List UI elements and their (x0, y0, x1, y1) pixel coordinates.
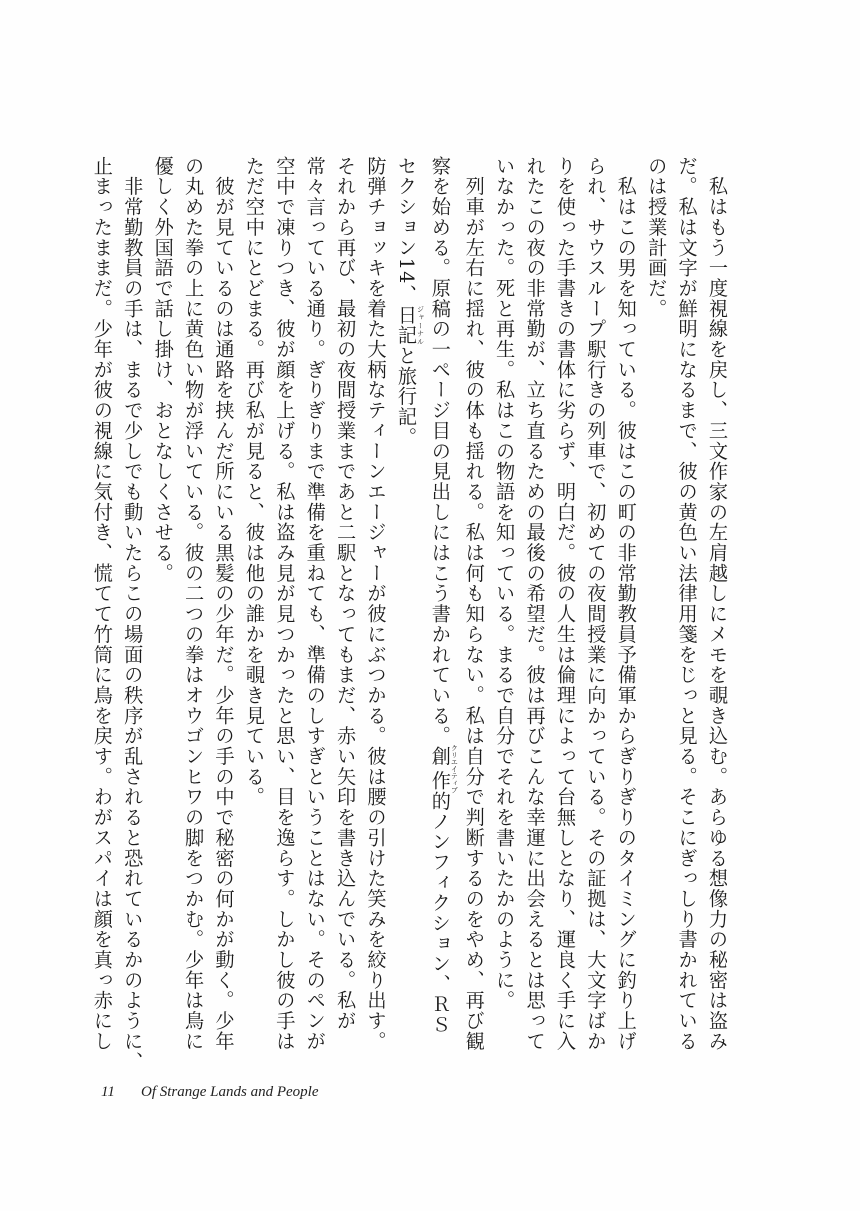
text-line: 防弾チョッキを着た大柄なティーンエージャーが彼にぶつかる。彼は腰の引けた笑みを絞り出す。 (364, 156, 388, 1052)
text-line: 彼が見ているのは通路を挟んだ所にいる黒髪の少年だ。少年の手の中で秘密の何かが動く。少年 (212, 156, 236, 1052)
text-line: 優しく外国語で話し掛け、おとなしくさせる。 (151, 156, 175, 584)
ruby-annotation: 日記ジャーナル (394, 304, 425, 346)
vertical-body-text (90, 156, 732, 1072)
text-line: 常々言っている通り。ぎりぎりまで準備を重ねても、準備のしすぎということはない。そのペンが (303, 156, 327, 1052)
text-line: ただ空中にとどまる。再び私が見ると、彼は他の誰かを覗き見ている。 (242, 156, 266, 808)
text-line: 非常勤教員の手は、まるで少しでも動いたらこの場面の秩序が乱されると恐れているかのように、 (121, 156, 145, 1072)
text-line: 空中で凍りつき、彼が顔を上げる。私は盗み見が見つかったと思い、目を逸らす。しかし彼の手は (273, 156, 297, 1052)
text-line: 列車が左右に揺れ、彼の体も揺れる。私は何も知らない。私は自分で判断するのをやめ、再び観 (462, 156, 486, 1052)
text-line: いなかった。死と再生。私はこの物語を知っている。まるで自分でそれを書いたかのように。 (493, 156, 517, 1011)
text-line-with-ruby (424, 156, 459, 1036)
text-line: のは授業計画だ。 (645, 156, 669, 319)
text-line: 私はもう一度視線を戻し、三文作家の左肩越しにメモを覗き込む。あらゆる想像力の秘密は盗み (706, 156, 729, 1052)
ruby-reading: ジャーナル (416, 304, 425, 346)
text-line-with-ruby (391, 156, 425, 1026)
page-number: 11 (101, 1084, 115, 1100)
text-line: 止まったままだ。少年が彼の視線に気付き、慌てて竹筒に鳥を戻す。わがスパイは顔を真っ赤にし (90, 156, 114, 1052)
text-line: それから再び、最初の夜間授業まであと二駅となってもまだ、赤い矢印を書き込んでいる。私が (334, 156, 358, 1032)
ruby-annotation: 創作クリエイティブ (428, 744, 459, 794)
running-title: Of Strange Lands and People (141, 1084, 319, 1100)
text-line: の丸めた拳の上に黄色い物が浮いている。彼の二つの拳はオウゴンヒワの脚をつかむ。少年は鳥に (182, 156, 206, 1052)
ruby-reading: クリエイティブ (450, 744, 459, 794)
text-line: だ。私は文字が鮮明になるまで、彼の黄色い法律用箋をじっと見る。そこにぎっしり書かれている (675, 156, 699, 1052)
text-line: られ、サウスループ駅行きの列車で、初めての夜間授業に向かっている。その証拠は、大文字ばか (584, 156, 608, 1052)
ruby-line-10: セクション14、日記ジャーナルと旅行記。 (394, 156, 425, 448)
ruby-line-9: 察を始める。原稿の一ページ目の見出しにはこう書かれている。創作クリエイティブ的ノンフィクション、ＲＳ (428, 156, 459, 1036)
text-line: れたこの夜の非常勤が、立ち直るための最後の希望だ。彼は再びこんな幸運に出会えるとは思って (523, 156, 547, 1052)
text-line: りを使った手書きの書体に劣らず、明白だ。彼の人生は倫理によって台無しとなり、運良く手に入 (553, 156, 577, 1052)
text-line: 私はこの男を知っている。彼はこの町の非常勤教員予備軍からぎりぎりのタイミングに釣り上げ (614, 156, 638, 1052)
page-footer (101, 1084, 319, 1101)
